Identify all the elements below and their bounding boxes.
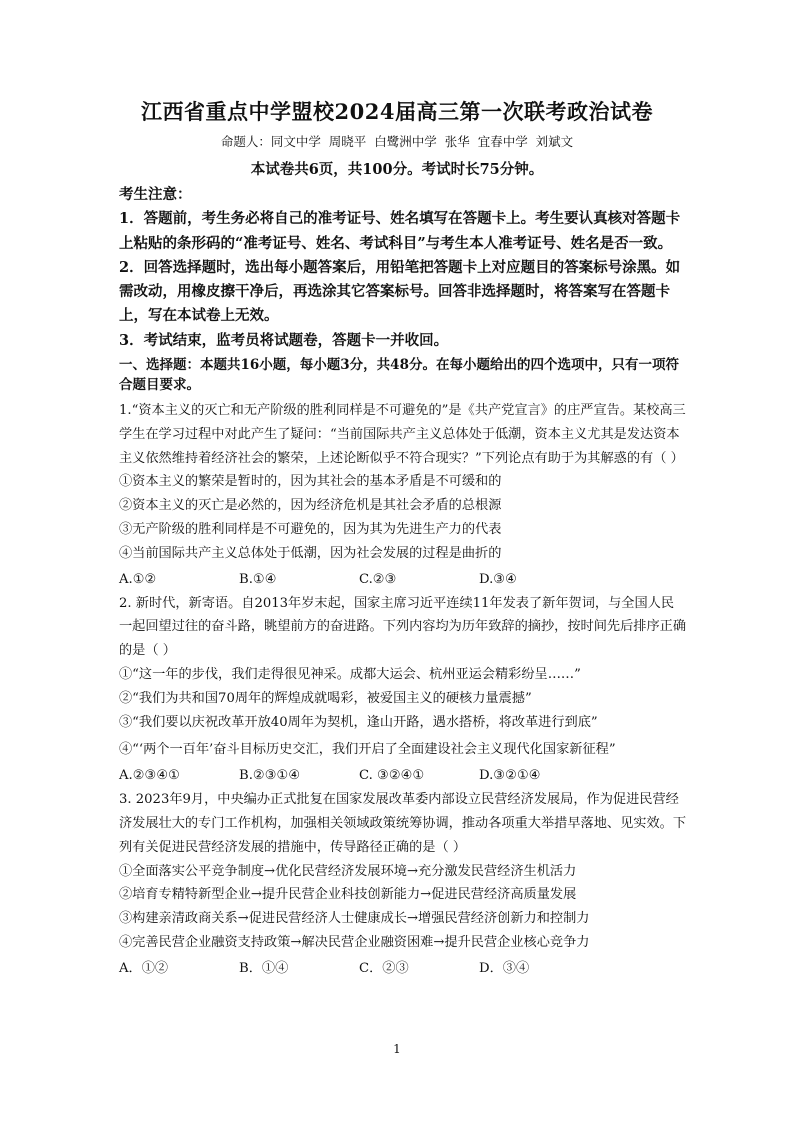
question-option: ④“‘两个一百年’奋斗目标历史交汇，我们开启了全面建设社会主义现代化国家新征程”	[119, 742, 616, 758]
choice-c: C.②③	[359, 571, 397, 587]
question-option: ②资本主义的灭亡是必然的，因为经济危机是其社会矛盾的总根源	[119, 498, 502, 514]
exam-info: 本试卷共6页，共100分。考试时长75分钟。	[250, 161, 544, 178]
question-stem: 3. 2023年9月，中央编办正式批复在国家发展改革委内部设立民营经济发展局，作为促进民营经济发展壮大的专门工作机构，加强相关领域政策统筹协调，推动各项重大举措早落地、见实效。下列有关促进民营经济发展的措施中，传导路径正确的是（ ）	[119, 792, 687, 855]
question-option: ①资本主义的繁荣是暂时的，因为其社会的基本矛盾是不可缓和的	[119, 474, 502, 490]
page-number: 1	[393, 1042, 401, 1056]
question-option: ③“我们要以庆祝改革开放40周年为契机，逢山开路，遇水搭桥，将改革进行到底”	[119, 714, 598, 730]
question-option: ④当前国际共产主义总体处于低潮，因为社会发展的过程是曲折的	[119, 545, 502, 561]
choice-b: B．①④	[239, 960, 289, 976]
question-option: ④完善民营企业融资支持政策→解决民营企业融资困难→提升民营企业核心竞争力	[119, 935, 590, 951]
question-option: ③无产阶级的胜利同样是不可避免的，因为其为先进生产力的代表	[119, 522, 502, 538]
choice-b: B.①④	[239, 571, 277, 587]
choice-a: A.①②	[119, 571, 157, 587]
question-stem: 1.“资本主义的灭亡和无产阶级的胜利同样是不可避免的”是《共产党宣言》的庄严宣告。某校高三学生在学习过程中对此产生了疑问：“当前国际共产主义总体处于低潮，资本主义尤其是发达资本主义依然维持着经济社会的繁荣，上述论断似乎不符合现实？”下列论点有助于为其解惑的有（ ）	[119, 403, 686, 466]
choice-d: D.③④	[479, 571, 517, 587]
answer-choices	[119, 957, 687, 981]
choice-c: C. ③②④①	[359, 768, 425, 784]
section-heading: 一、选择题：本题共16小题，每小题3分，共48分。在每小题给出的四个选项中，只有一项符合题目要求。	[119, 357, 679, 394]
exam-authors: 命题人：同文中学 周晓平 白鹭洲中学 张华 宜春中学 刘斌文	[220, 134, 574, 149]
question-1	[119, 399, 687, 592]
choice-d: D．③④	[479, 960, 530, 976]
question-option: ①“这一年的步伐，我们走得很见神采。成都大运会、杭州亚运会精彩纷呈……”	[119, 667, 581, 683]
question-2	[119, 592, 687, 789]
notice-heading: 考生注意：	[119, 186, 192, 203]
exam-title: 江西省重点中学盟校2024届高三第一次联考政治试卷	[141, 99, 653, 124]
exam-content	[119, 183, 687, 981]
question-option: ②培育专精特新型企业→提升民营企业科技创新能力→促进民营经济高质量发展	[119, 887, 577, 903]
notice-item-2: 2．回答选择题时，选出每小题答案后，用铅笔把答题卡上对应题目的答案标号涂黑。如需改动，用橡皮擦干净后，再选涂其它答案标号。回答非选择题时，将答案写在答题卡上，写在本试卷上无效。	[119, 258, 681, 325]
question-option: ①全面落实公平竞争制度→优化民营经济发展环境→充分激发民营经济生机活力	[119, 863, 577, 879]
question-stem: 2. 新时代，新寄语。自2013年岁末起，国家主席习近平连续11年发表了新年贺词，与全国人民一起回望过往的奋斗路，眺望前方的奋进路。下列内容均为历年致辞的摘抄，按时间先后排序正确的是（ ）	[119, 595, 687, 659]
notice-item-1: 1．答题前，考生务必将自己的准考证号、姓名填写在答题卡上。考生要认真核对答题卡上粘贴的条形码的“准考证号、姓名、考试科目”与考生本人准考证号、姓名是否一致。	[119, 210, 681, 252]
answer-choices	[119, 764, 687, 788]
choice-c: C．②③	[359, 960, 409, 976]
choice-b: B.②③①④	[239, 768, 301, 784]
choice-a: A.②③④①	[119, 768, 181, 784]
question-option: ②“我们为共和国70周年的辉煌成就喝彩，被爱国主义的硬核力量震撼”	[119, 690, 532, 706]
choice-d: D.③②①④	[479, 768, 541, 784]
question-option: ③构建亲清政商关系→促进民营经济人士健康成长→增强民营经济创新力和控制力	[119, 911, 590, 927]
choice-a: A．①②	[119, 960, 169, 976]
notice-item-3: 3．考试结束，监考员将试题卷，答题卡一并收回。	[119, 331, 449, 349]
question-3	[119, 788, 687, 981]
answer-choices	[119, 568, 687, 592]
